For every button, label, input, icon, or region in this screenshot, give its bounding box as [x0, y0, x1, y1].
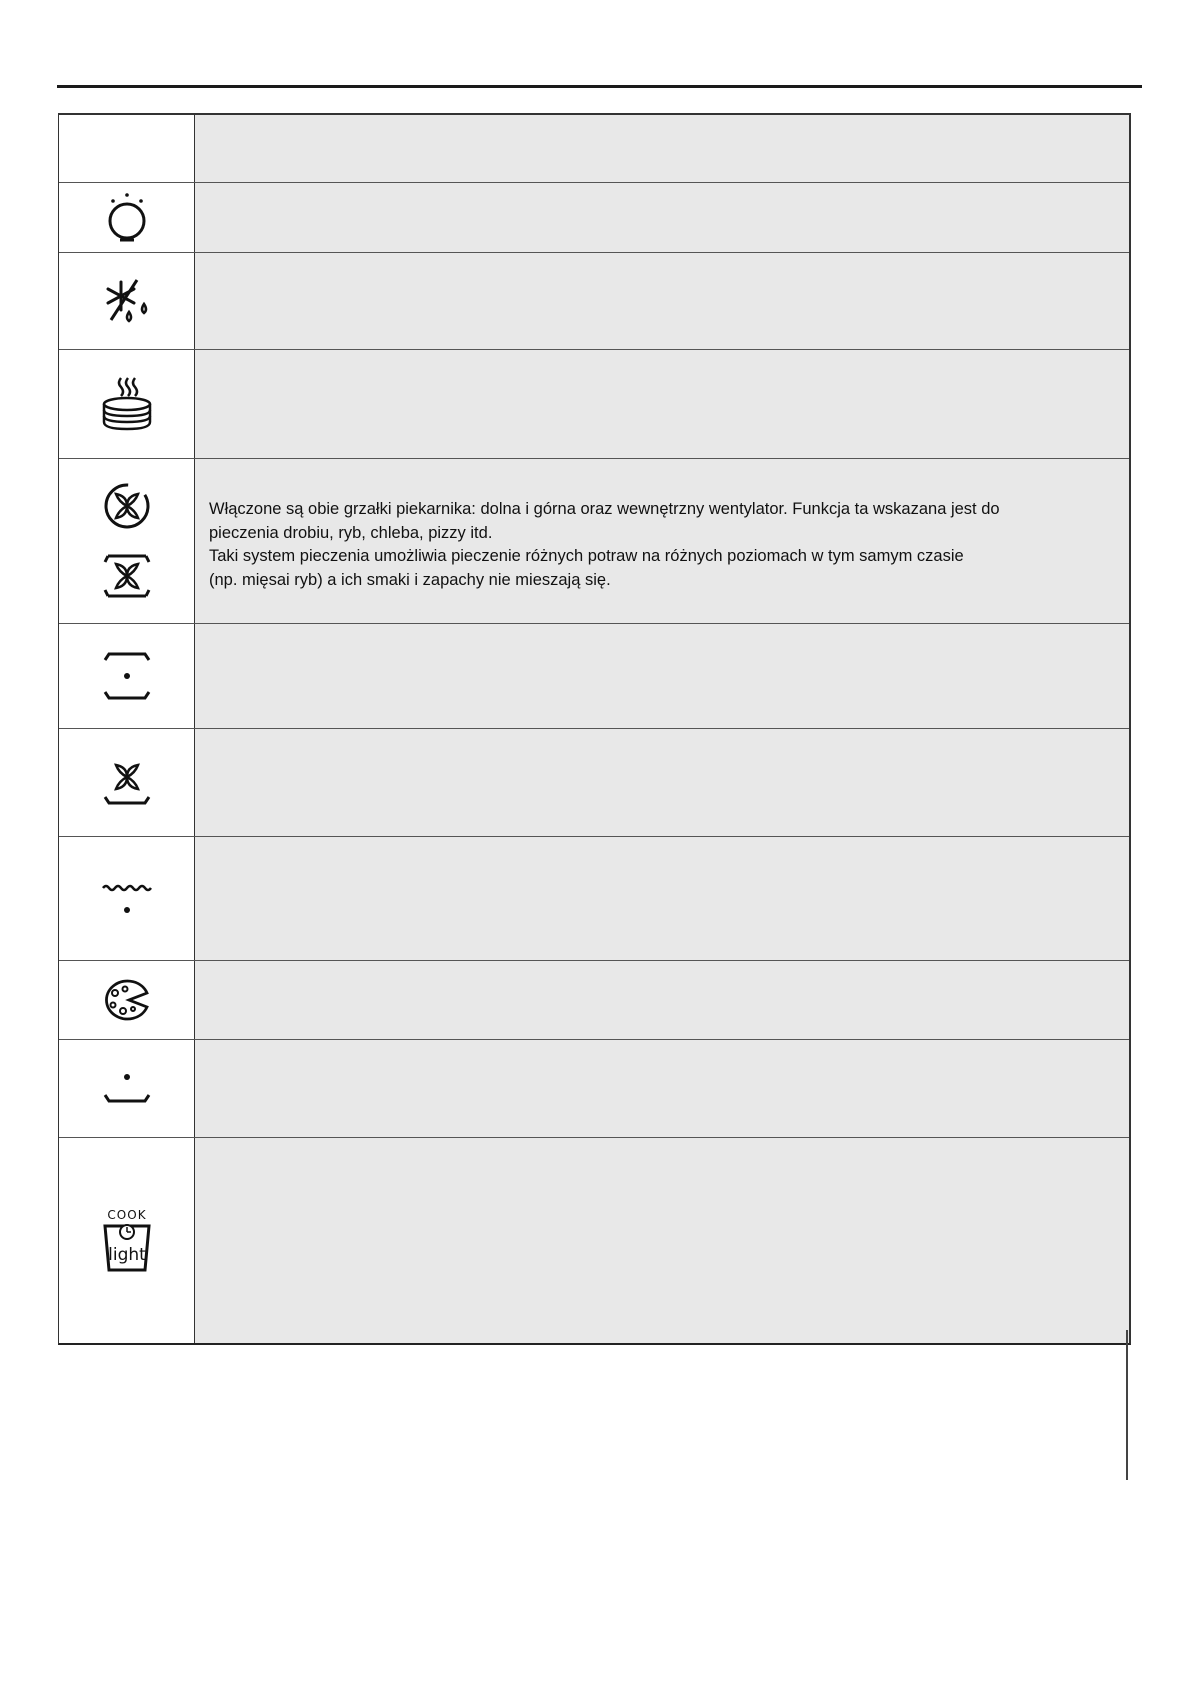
bottom-heat-icon [102, 1071, 152, 1107]
description-cell [195, 624, 1129, 728]
description-cell [195, 459, 1129, 623]
description-cell [195, 115, 1129, 182]
description-cell [195, 183, 1129, 252]
fan-cooking-description [209, 498, 1000, 592]
description-cell [195, 837, 1129, 960]
table-row [59, 961, 1129, 1040]
description-cell [195, 1040, 1129, 1137]
icon-cell [59, 837, 195, 960]
pizza-icon [101, 979, 153, 1021]
description-cell [195, 729, 1129, 836]
fan-heating-icon [102, 552, 152, 600]
fan-bottom-heat-icon [102, 759, 152, 807]
top-rule [57, 85, 1142, 88]
margin-rule [1126, 1330, 1128, 1480]
icon-cell [59, 183, 195, 252]
conventional-heating-icon [102, 651, 152, 701]
table-row [59, 729, 1129, 837]
oven-light-icon [104, 191, 150, 245]
icon-cell [59, 115, 195, 182]
cook-label: COOK [106, 1207, 147, 1222]
table-row [59, 350, 1129, 459]
icon-cell [59, 729, 195, 836]
defrost-icon [101, 276, 153, 326]
table-row [59, 624, 1129, 729]
description-cell [195, 350, 1129, 458]
table-row [59, 837, 1129, 961]
icon-cell [59, 1040, 195, 1137]
table-row [59, 459, 1129, 624]
description-line: (np. mięsai ryb) a ich smaki i zapachy nie mieszają się. [209, 570, 611, 589]
light-label: light [107, 1244, 146, 1265]
description-line: Włączone są obie grzałki piekarnika: dolna i górna oraz wewnętrzny wentylator. Funkcja ta wskazana jest do [209, 500, 1000, 518]
icon-cell [59, 1138, 195, 1343]
description-cell [195, 253, 1129, 349]
description-line: pieczenia drobiu, ryb, chleba, pizzy itd. [209, 523, 493, 542]
grill-icon [101, 882, 153, 916]
table-row [59, 1040, 1129, 1138]
table-row [59, 253, 1129, 350]
fan-cooking-icon [102, 482, 152, 530]
icon-cell [59, 350, 195, 458]
icon-cell [59, 459, 195, 623]
description-cell [195, 961, 1129, 1039]
table-header-row [59, 115, 1129, 183]
description-line: Taki system pieczenia umożliwia pieczenie różnych potraw na różnych poziomach w tym samym czasie [209, 547, 964, 565]
icon-cell [59, 624, 195, 728]
table-row [59, 1138, 1129, 1343]
description-cell [195, 1138, 1129, 1343]
icon-cell [59, 961, 195, 1039]
plate-warming-icon [101, 376, 153, 432]
icon-cell [59, 253, 195, 349]
cook-light-icon [99, 1208, 155, 1274]
table-row [59, 183, 1129, 253]
oven-functions-table [58, 113, 1131, 1345]
